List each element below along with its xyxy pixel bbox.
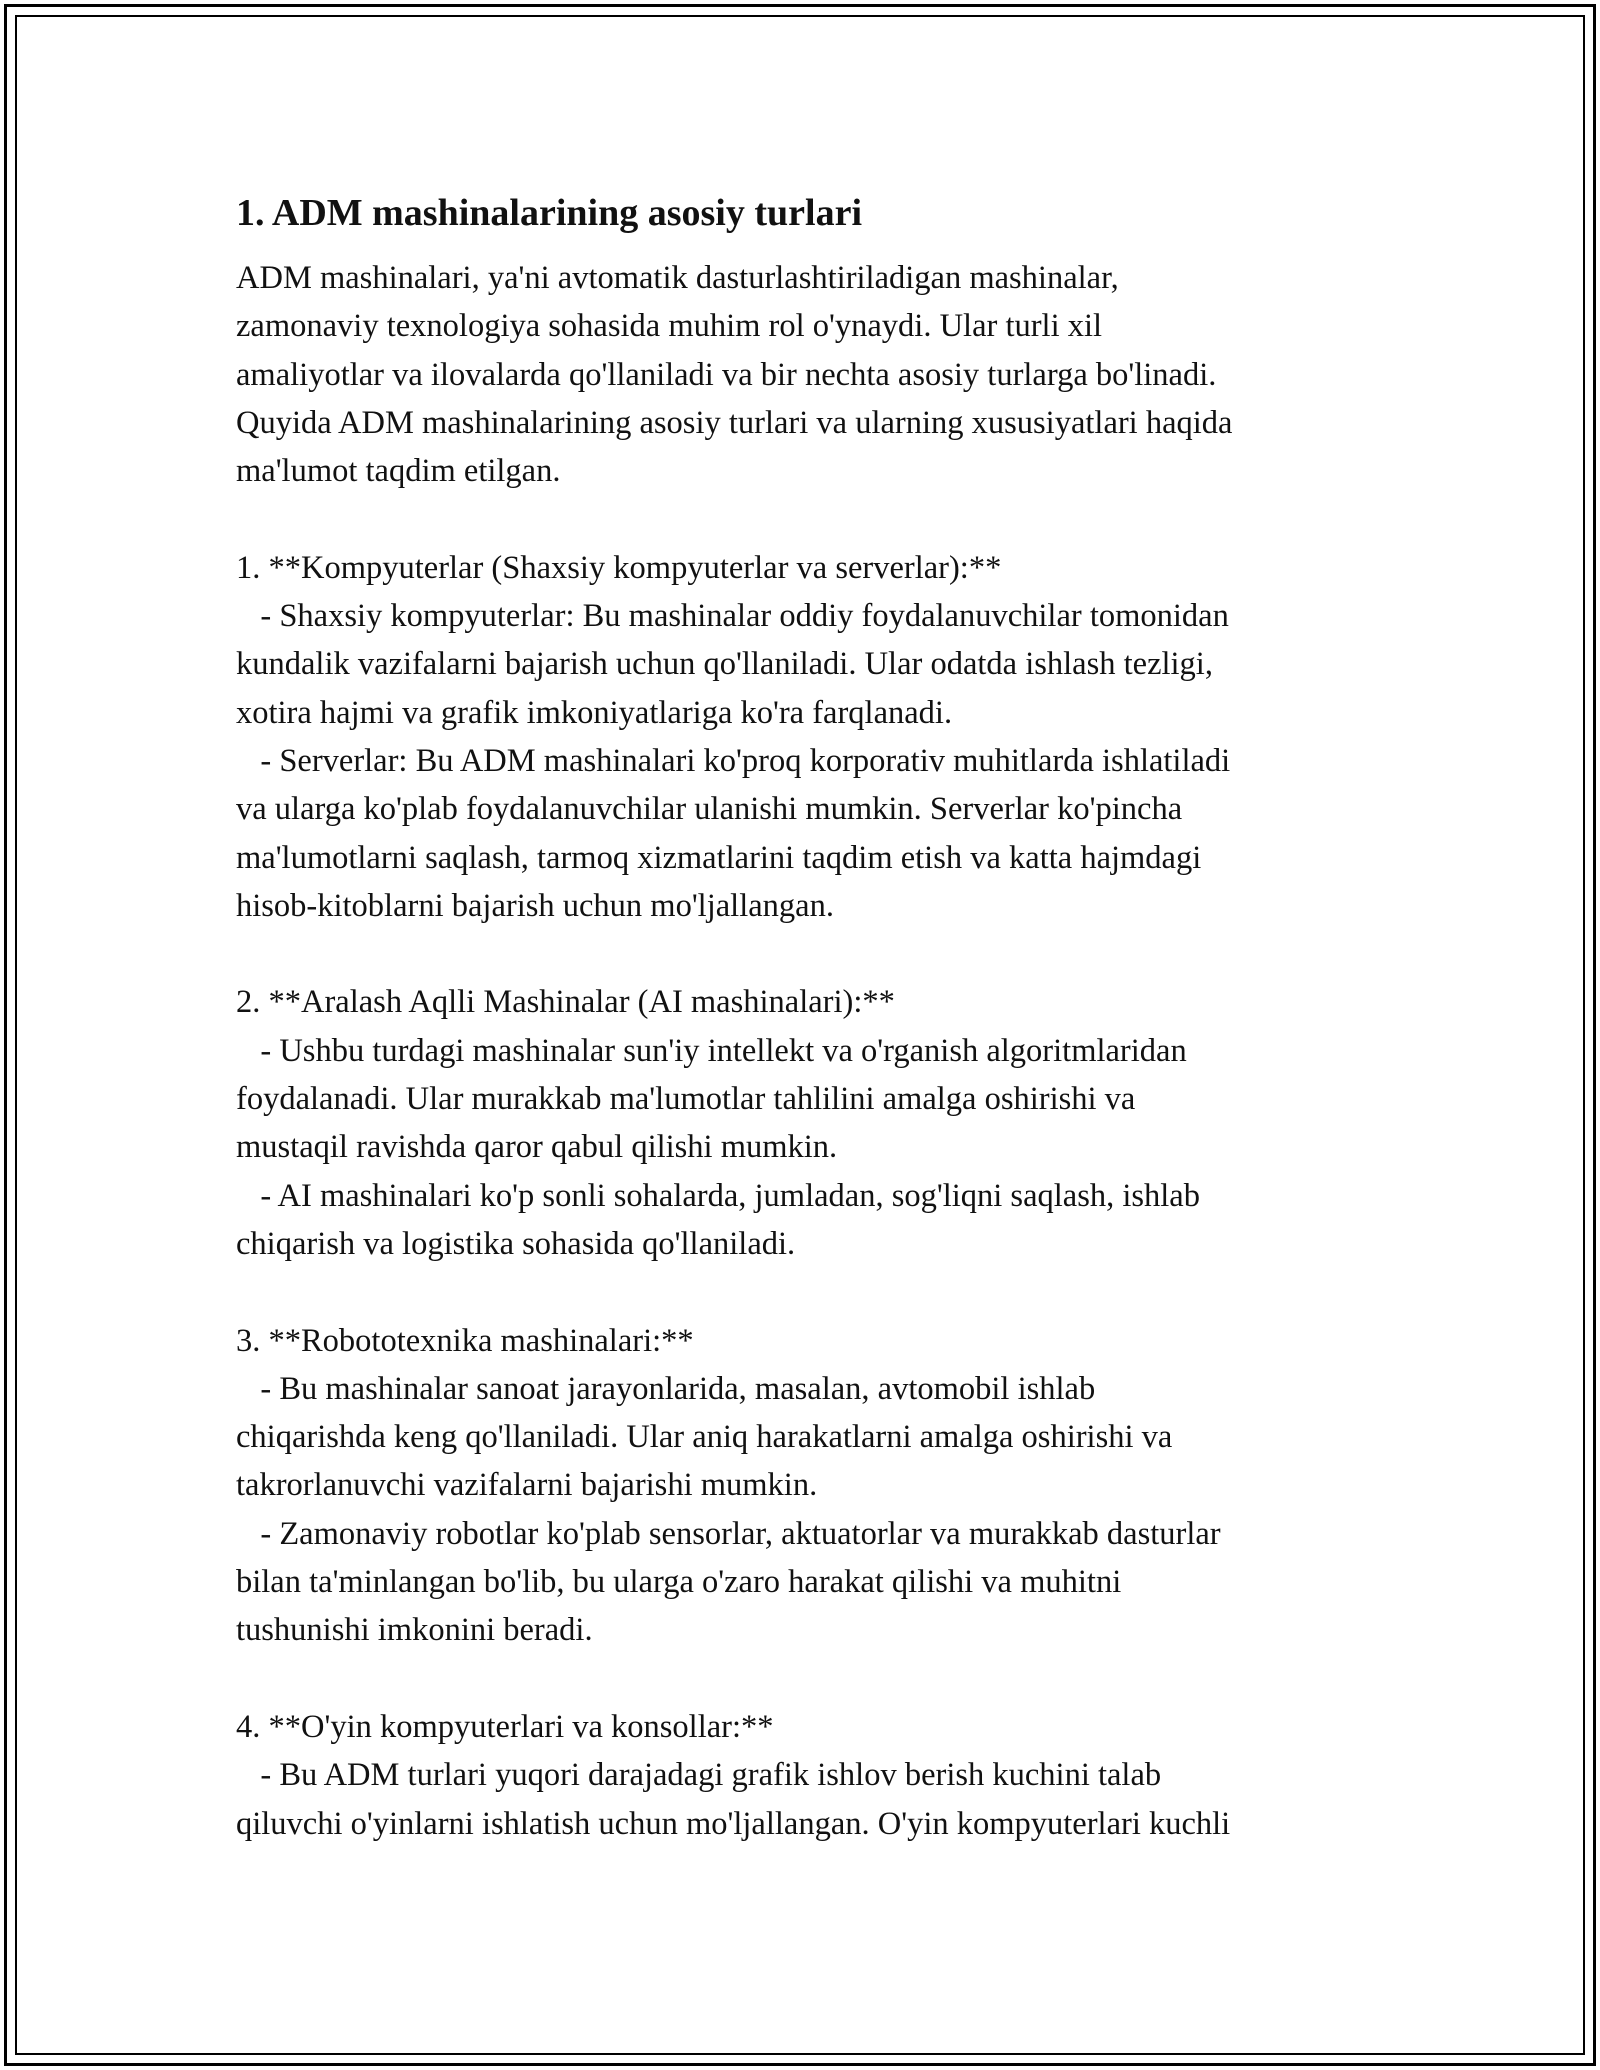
text-line: 1. **Kompyuterlar (Shaxsiy kompyuterlar va serverlar):** [236,549,1002,586]
text-line: 4. **O'yin kompyuterlari va konsollar:** [236,1708,774,1745]
text-line: kundalik vazifalarni bajarish uchun qo'llaniladi. Ular odatda ishlash tezligi, [236,646,1213,683]
text-line: xotira hajmi va grafik imkoniyatlariga ko'ra farqlanadi. [236,694,953,731]
text-line: - Shaxsiy kompyuterlar: Bu mashinalar oddiy foydalanuvchilar tomonidan [236,598,1229,635]
text-line: - Bu mashinalar sanoat jarayonlarida, masalan, avtomobil ishlab [236,1370,1096,1407]
blank-line [236,1655,1386,1703]
document-body [236,186,1386,1848]
text-line: ma'lumotlarni saqlash, tarmoq xizmatlarini taqdim etish va katta hajmdagi [236,839,1202,876]
text-line: foydalanadi. Ular murakkab ma'lumotlar tahlilini amalga oshirishi va [236,1081,1136,1118]
text-line: chiqarish va logistika sohasida qo'llaniladi. [236,1225,796,1262]
text-line: ADM mashinalari, ya'ni avtomatik dasturlashtiriladigan mashinalar, [236,260,1119,296]
text-line: 2. **Aralash Aqlli Mashinalar (AI mashinalari):** [236,984,895,1021]
blank-line [236,495,1386,543]
text-line: - Zamonaviy robotlar ko'plab sensorlar, aktuatorlar va murakkab dasturlar [236,1515,1221,1552]
text-line: qiluvchi o'yinlarni ishlatish uchun mo'ljallangan. O'yin kompyuterlari kuchli [236,1805,1231,1842]
text-line: - AI mashinalari ko'p sonli sohalarda, jumladan, sog'liqni saqlash, ishlab [236,1177,1200,1214]
blank-line [236,930,1386,978]
text-line: chiqarishda keng qo'llaniladi. Ular aniq harakatlarni amalga oshirishi va [236,1419,1173,1456]
text-line: mustaqil ravishda qaror qabul qilishi mumkin. [236,1129,838,1166]
document-title: 1. ADM mashinalarining asosiy turlari [236,192,862,234]
text-line: tushunishi imkonini beradi. [236,1612,593,1649]
text-line: takrorlanuvchi vazifalarni bajarishi mumkin. [236,1467,818,1504]
text-line: hisob-kitoblarni bajarish uchun mo'ljallangan. [236,887,834,924]
text-line: - Ushbu turdagi mashinalar sun'iy intellekt va o'rganish algoritmlaridan [236,1032,1187,1069]
text-line: 3. **Robototexnika mashinalari:** [236,1322,694,1359]
text-line: bilan ta'minlangan bo'lib, bu ularga o'zaro harakat qilishi va muhitni [236,1564,1122,1601]
document-text [236,254,1386,1848]
text-line: - Bu ADM turlari yuqori darajadagi grafik ishlov berish kuchini talab [236,1757,1162,1794]
text-line: zamonaviy texnologiya sohasida muhim rol o'ynaydi. Ular turli xil [236,308,1103,345]
text-line: amaliyotlar va ilovalarda qo'llaniladi va bir nechta asosiy turlarga bo'linadi. [236,356,1217,393]
text-line: ma'lumot taqdim etilgan. [236,453,561,490]
blank-line [236,1268,1386,1316]
text-line: Quyida ADM mashinalarining asosiy turlari va ularning xususiyatlari haqida [236,404,1233,441]
text-line: va ularga ko'plab foydalanuvchilar ulanishi mumkin. Serverlar ko'pincha [236,791,1183,828]
text-line: - Serverlar: Bu ADM mashinalari ko'proq korporativ muhitlarda ishlatiladi [236,742,1231,779]
